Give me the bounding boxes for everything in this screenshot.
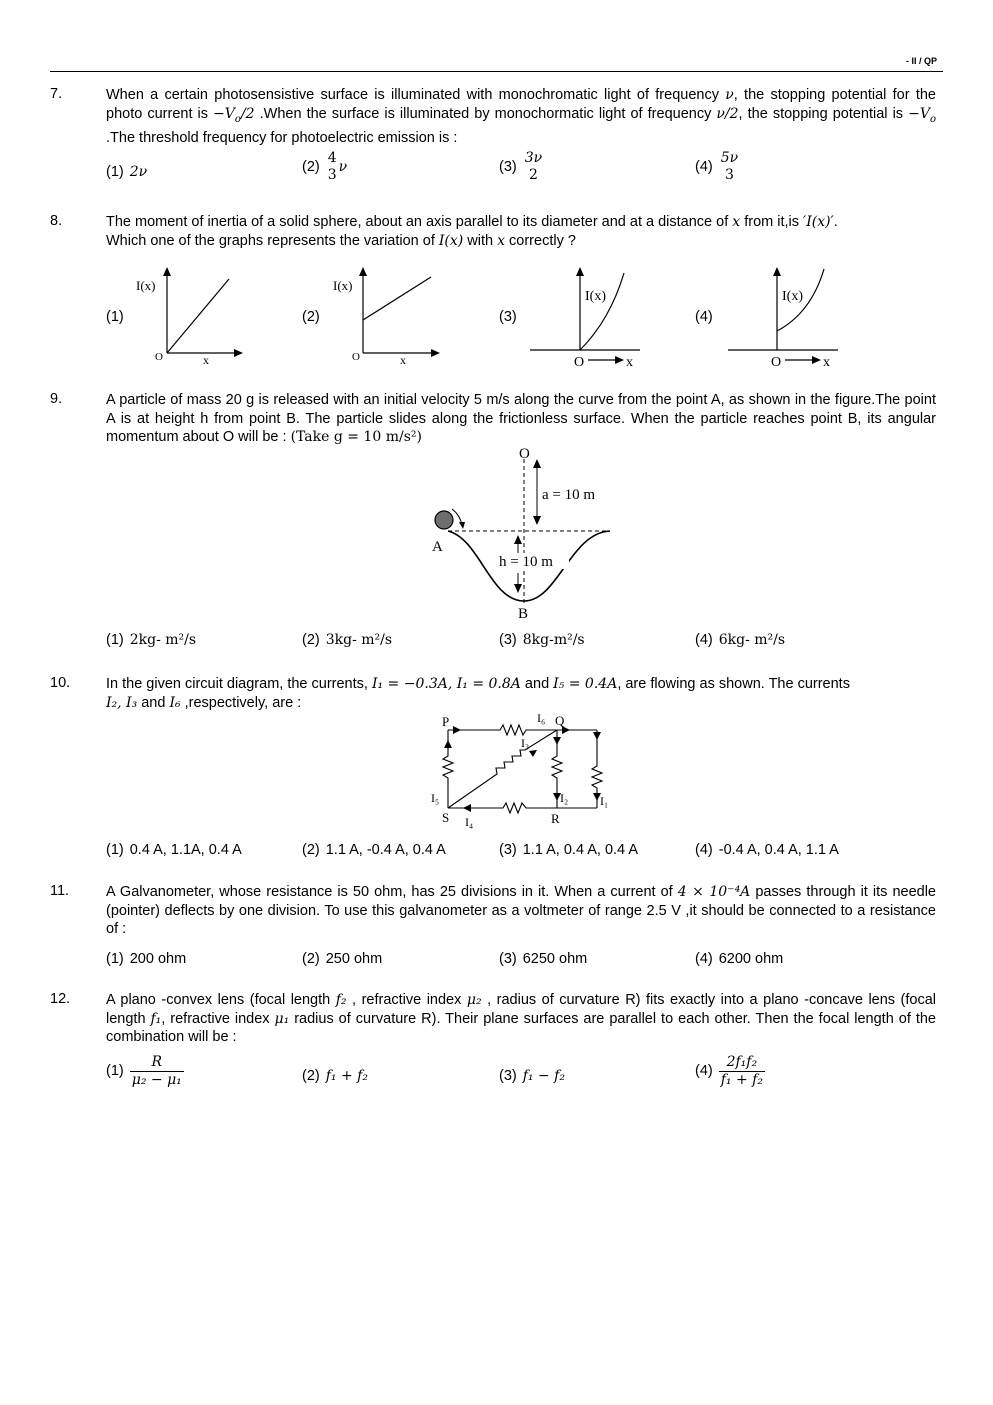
a-label: a = 10 m <box>542 487 596 503</box>
option-4[interactable]: (4) 5ν 3 <box>695 150 739 183</box>
y-axis-label: I(x) <box>136 278 156 293</box>
x-axis-label: x <box>823 355 830 370</box>
option-4[interactable]: (4) <box>695 309 713 325</box>
option-2[interactable]: (2) 4 3 ν <box>302 150 348 183</box>
option-2[interactable]: (2) <box>302 309 320 325</box>
question-text: In the given circuit diagram, the currents, I₁ = −0.3A, I₁ = 0.8A and I₅ = 0.4A, are flowing as shown. The currents I₂, I₃ and I₆ ,respectively, are : <box>106 676 850 711</box>
option-1[interactable]: (1) $\frac{R}{\text{μ₂ − μ₁}}$ <box>106 1054 182 1088</box>
node-r-label: R <box>551 811 560 826</box>
x-axis-label: x <box>400 353 406 367</box>
origin-label: O <box>574 355 585 370</box>
y-axis-label: I(x) <box>782 289 803 304</box>
question-text: A particle of mass 20 g is released with an initial velocity 5 m/s along the curve from the point A, as shown in the figure.The point A is at height h from point B. The particle slides along the frictionless surface. When the particle reaches point B, its angular momentum about O will be : (Take g = 10 m/s²) <box>106 392 936 445</box>
option-2[interactable]: (2) 250 ohm <box>302 951 383 967</box>
option-4[interactable]: (4) $\frac{\text{2f₁f₂}}{\text{f₁ + f₂}}$ <box>695 1054 763 1088</box>
current-i4-label: I₄ <box>465 815 474 829</box>
question-number: 12. <box>50 991 71 1007</box>
x-axis-label: x <box>203 353 209 367</box>
node-p-label: P <box>442 714 450 729</box>
question-text: When a certain photosensistive surface is illuminated with monochromatic light of frequency ν, the stopping potential for the photo current is $-V_o/2$ .When the surface is illuminated by monochormatic light of frequency ν/2, the stopping potential is $-V_o$ .The threshold frequency for photoelectric emission is : <box>106 87 936 146</box>
point-b-label: B <box>518 606 529 622</box>
question-number: 7. <box>50 86 63 102</box>
option-4[interactable]: (4) 6kg- m²/s <box>695 632 786 648</box>
option-3[interactable]: (3) 6250 ohm <box>499 951 588 967</box>
question-number: 10. <box>50 675 71 691</box>
point-a-label: A <box>432 539 443 555</box>
option-2[interactable]: (2) 3kg- m²/s <box>302 632 393 648</box>
question-number: 11. <box>50 883 70 899</box>
origin-label: O <box>352 351 360 363</box>
option-3[interactable]: (3) f₁ − f₂ <box>499 1068 565 1084</box>
node-q-label: Q <box>555 713 565 728</box>
option-1[interactable]: (1) 200 ohm <box>106 951 187 967</box>
header-rule <box>50 71 943 72</box>
graph-4 <box>726 265 846 370</box>
point-o-label: O <box>519 446 530 462</box>
current-i1-label: I₁ <box>600 794 609 808</box>
option-3[interactable]: (3) <box>499 309 517 325</box>
origin-label: O <box>771 355 782 370</box>
option-1[interactable]: (1) 2kg- m²/s <box>106 632 197 648</box>
option-2[interactable]: (2) f₁ + f₂ <box>302 1068 368 1084</box>
graph-2 <box>327 265 447 370</box>
question-text: A plano -convex lens (focal length f₂ , refractive index μ₂ , radius of curvature R) fits exactly into a plano -concave lens (focal length f₁, refractive index μ₁ radius of curvature R). Their plane surfaces are parallel to each other. Then the focal length of the combination will be : <box>106 992 937 1045</box>
x-axis-label: x <box>626 355 633 370</box>
graph-1 <box>130 265 250 370</box>
y-axis-label: I(x) <box>585 289 606 304</box>
h-label: h = 10 m <box>499 554 553 570</box>
current-i3-label: I₃ <box>521 736 530 750</box>
option-1[interactable]: (1) 0.4 A, 1.1A, 0.4 A <box>106 842 242 858</box>
question-number: 9. <box>50 391 63 407</box>
header-code: - II / QP <box>905 56 937 66</box>
circuit-figure <box>425 708 625 833</box>
option-2[interactable]: (2) 1.1 A, -0.4 A, 0.4 A <box>302 842 446 858</box>
node-s-label: S <box>442 810 450 825</box>
graph-3 <box>528 265 648 370</box>
option-1[interactable]: (1) <box>106 309 124 325</box>
option-4[interactable]: (4) -0.4 A, 0.4 A, 1.1 A <box>695 842 839 858</box>
current-i2-label: I₂ <box>560 791 569 805</box>
current-i5-label: I₅ <box>431 791 440 805</box>
option-3[interactable]: (3) 3ν 2 <box>499 150 543 183</box>
option-3[interactable]: (3) 8kg-m²/s <box>499 632 585 648</box>
option-4[interactable]: (4) 6200 ohm <box>695 951 784 967</box>
y-axis-label: I(x) <box>333 278 353 293</box>
question-text: A Galvanometer, whose resistance is 50 ohm, has 25 divisions in it. When a current of 4 × 10⁻⁴A passes through it its needle (pointer) deflects by one division. To use this galvanometer as a voltmeter of range 2.5 V ,it should be connected to a resistance of : <box>106 884 936 937</box>
option-1[interactable]: (1) 2ν <box>106 164 148 180</box>
question-number: 8. <box>50 213 63 229</box>
question-text: The moment of inertia of a solid sphere, about an axis parallel to its diameter and at a distance of x from it,is ′I(x)′. Which one of the graphs represents the variation of I(x) with x correctly ? <box>106 214 838 249</box>
origin-label: O <box>155 351 163 363</box>
curve-figure <box>420 443 620 623</box>
current-i6-label: I₆ <box>537 711 546 725</box>
option-3[interactable]: (3) 1.1 A, 0.4 A, 0.4 A <box>499 842 639 858</box>
